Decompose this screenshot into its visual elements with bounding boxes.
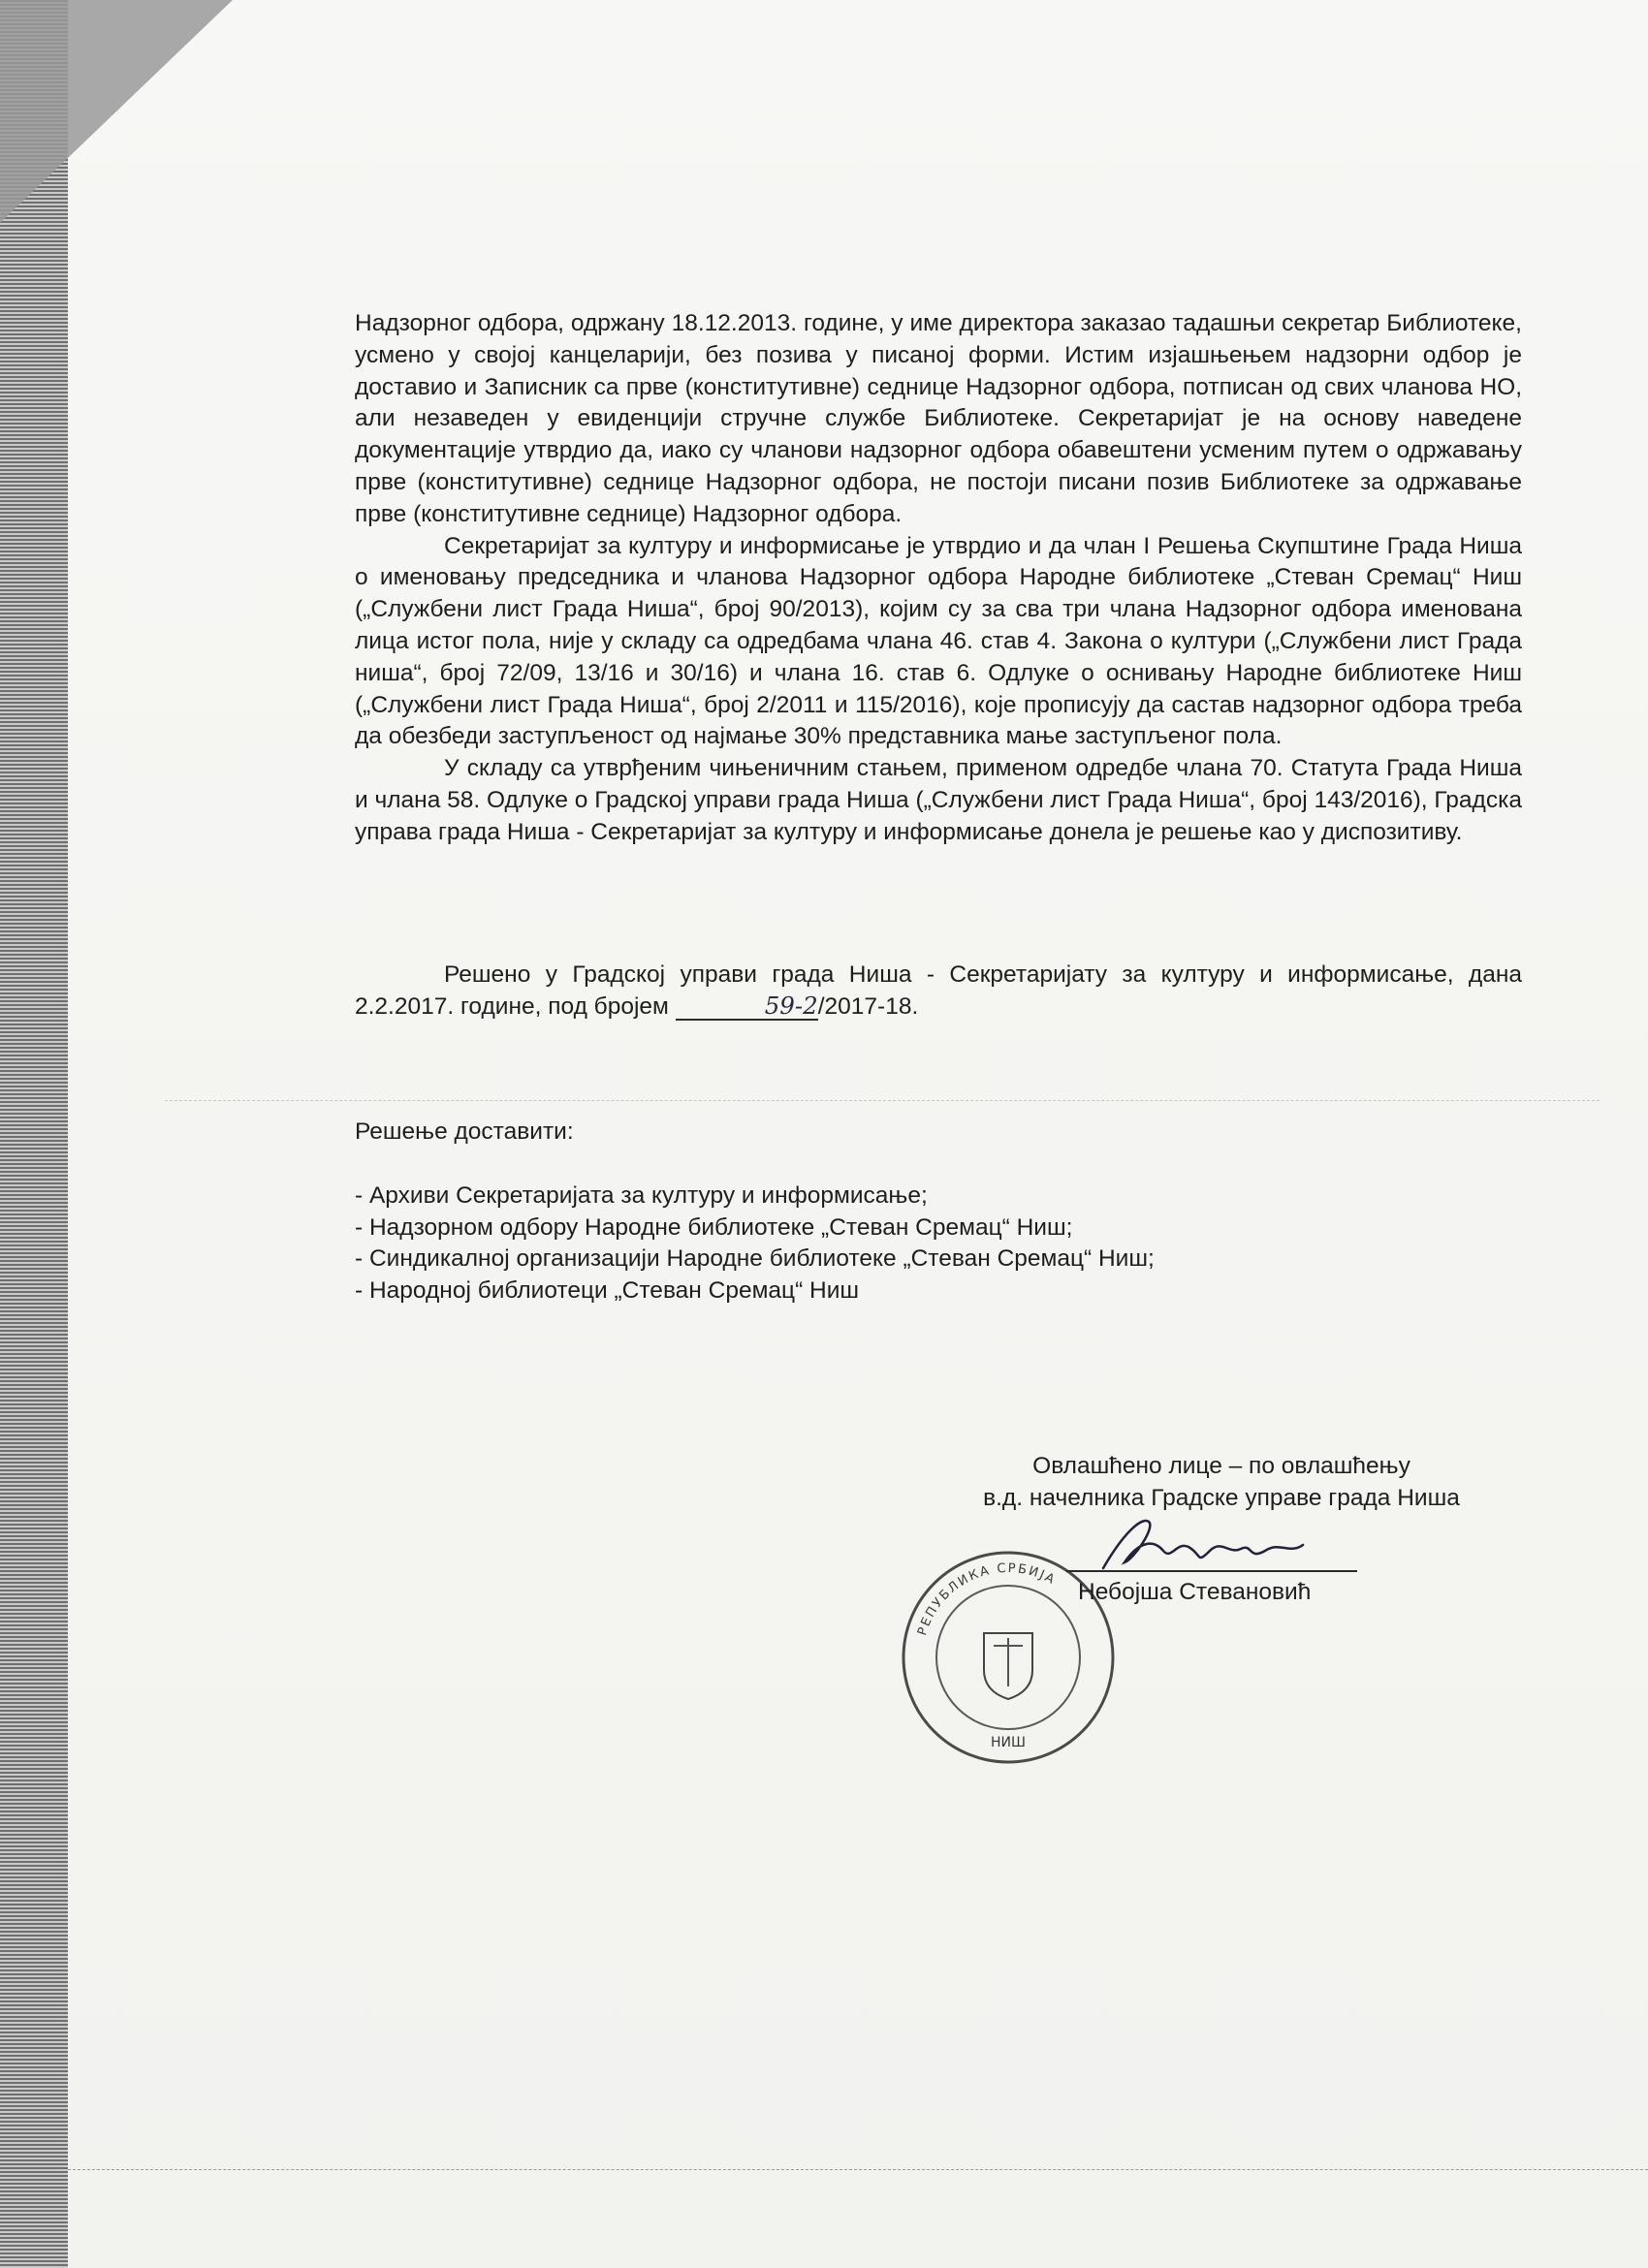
recipient-list xyxy=(355,1181,1522,1307)
recipient-item: - Народној библиотеци „Стеван Сремац“ Ниш xyxy=(355,1277,860,1305)
page-bottom-rule xyxy=(68,2169,1648,2170)
handwritten-number: 59-2 xyxy=(676,993,818,1021)
signatory-name: Небојша Стевановић xyxy=(1078,1579,1312,1605)
svg-text:НИШ: НИШ xyxy=(991,1735,1026,1750)
signature-line xyxy=(1066,1570,1357,1572)
scanner-edge xyxy=(0,0,68,2268)
recipient-item: - Надзорном одбору Народне библиотеке „Стеван Сремац“ Ниш; xyxy=(355,1213,1073,1241)
signatory-role: Овлашћено лице – по овлашћењу xyxy=(1032,1453,1410,1479)
faint-divider xyxy=(165,1100,1600,1101)
paragraph-2: Секретаријат за културу и информисање је утврдио и да члан I Решења Скупштине Града Ниша о именовању председника и чланова Надзорног одбора Народне библиотеке „Стеван Сремац“ Ниш („Службени лист Града Ниша“, број 90/2013), којим су за сва три члана Надзорног одбора именована лица истог пола, није у складу са одредбама члана 46. став 4. Закона о култури („Службени лист Града ниша“, број 72/09, 13/16 и 30/16) и члана 16. став 6. Одлуке о оснивању Народне библиотеке Ниш („Службени лист Града Ниша“, број 2/2011 и 115/2016), које прописују да састав надзорног одбора треба да обезбеди заступљеност од најмање 30% представника мање заступљеног пола. xyxy=(355,532,1522,750)
signatory-block xyxy=(921,1450,1522,1514)
decided-paragraph xyxy=(355,960,1522,1024)
delivery-heading: Решење доставити: xyxy=(355,1118,574,1145)
recipient-item: - Синдикалној организацији Народне библиотеке „Стеван Сремац“ Ниш; xyxy=(355,1245,1155,1273)
recipient-item: - Архиви Секретаријата за културу и информисање; xyxy=(355,1181,928,1209)
decided-suffix: /2017-18. xyxy=(817,992,919,1020)
svg-text:РЕПУБЛИКА СРБИЈА: РЕПУБЛИКА СРБИЈА xyxy=(915,1560,1059,1638)
decided-text: Решено у Градској управи града Ниша - Секретаријату за културу и информисање, дана 2.2.2017. године, под бројем xyxy=(355,961,1522,1020)
decision-footer xyxy=(355,960,1522,1024)
delivery-list xyxy=(355,1117,1522,1307)
paragraph-3: У складу са утврђеним чињеничним стањем, применом одредбе члана 70. Статута Града Ниша и члана 58. Одлуке о Градској управи града Ниша („Службени лист Града Ниша“, број 143/2016), Градска управа града Ниша - Секретаријат за културу и информисање донела је решење као у диспозитиву. xyxy=(355,755,1522,845)
paragraph-1: Надзорног одбора, одржану 18.12.2013. године, у име директора заказао тадашњи секретар Библиотеке, усмено у својој канцеларији, без позива у писаној форми. Истим изјашњењем надзорни одбор је доставио и Записник са прве (конститутивне) седнице Надзорног одбора, потписан од свих чланова НО, али незаведен у евиденцији стручне службе Библиотеке. Секретаријат је на основу наведене документације утврдио да, иако су чланови надзорног одбора обавештени усменим путем о одржавању прве (конститутивне) седнице Надзорног одбора, не постоји писани позив Библиотеке за одржавање прве (конститутивне седнице) Надзорног одбора. xyxy=(355,310,1522,527)
reasoning-section xyxy=(355,308,1522,849)
signatory-title: в.д. начелника Градске управе града Ниша xyxy=(983,1485,1460,1511)
folded-corner xyxy=(0,0,233,223)
